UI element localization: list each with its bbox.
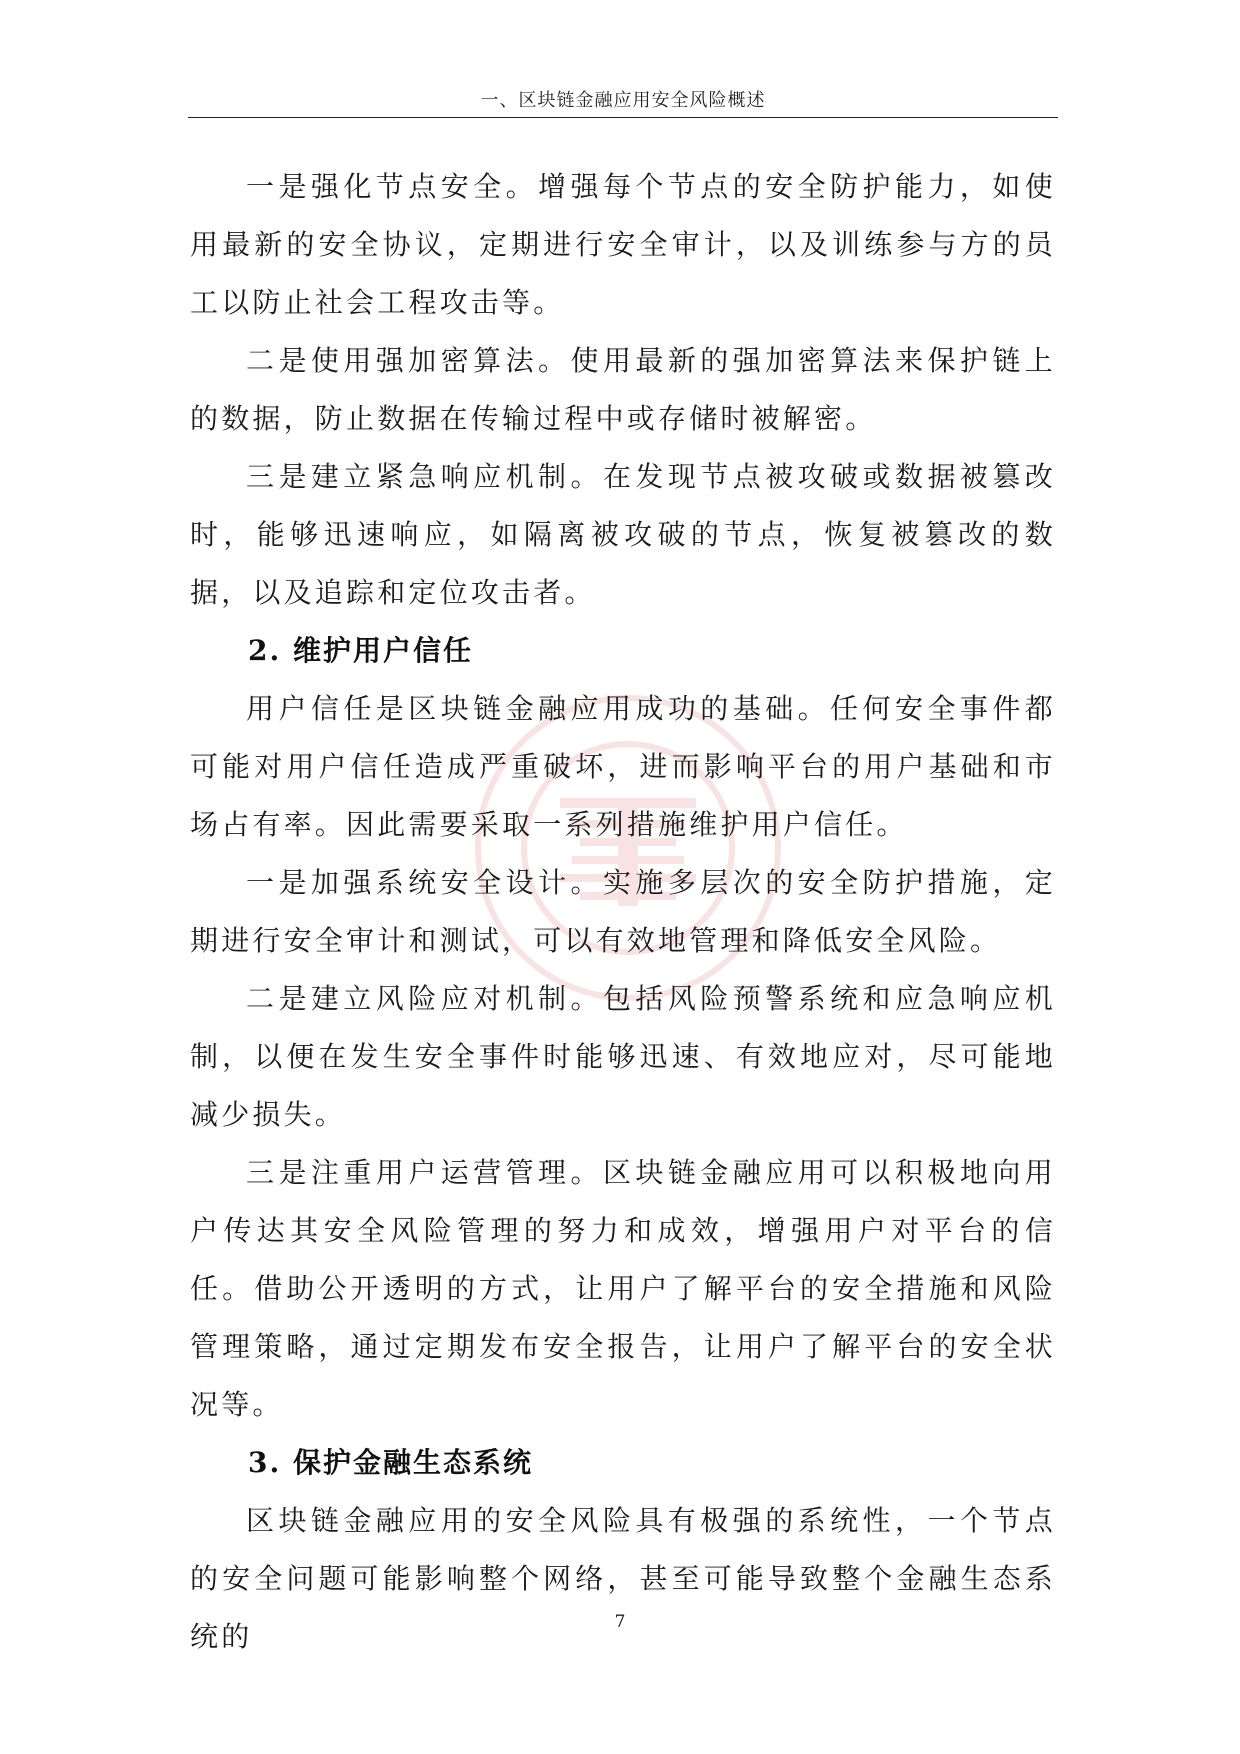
paragraph-risk-response-mechanism: 二是建立风险应对机制。包括风险预警系统和应急响应机制，以便在发生安全事件时能够迅速、有效地应对，尽可能地减少损失。 [190,982,1056,1131]
header-rule [188,117,1058,118]
paragraph-user-operations: 三是注重用户运营管理。区块链金融应用可以积极地向用户传达其安全风险管理的努力和成效，增强用户对平台的信任。借助公开透明的方式，让用户了解平台的安全措施和风险管理策略，通过定期发布安全报告，让用户了解平台的安全状况等。 [190,1156,1056,1421]
section-heading-financial-ecosystem: 3. 保护金融生态系统 [248,1446,533,1479]
paragraph-ecosystem-intro: 区块链金融应用的安全风险具有极强的系统性，一个节点的安全问题可能影响整个网络，甚至可能导致整个金融生态系统的 [190,1504,1056,1653]
running-header: 一、区块链金融应用安全风险概述 [480,90,766,111]
page-number: 7 [614,1612,626,1632]
paragraph-emergency-response: 三是建立紧急响应机制。在发现节点被攻破或数据被篡改时，能够迅速响应，如隔离被攻破的节点，恢复被篡改的数据，以及追踪和定位攻击者。 [190,460,1056,609]
section-heading-user-trust: 2. 维护用户信任 [248,634,473,667]
document-body [190,158,1056,1666]
paragraph-strengthen-node-security: 一是强化节点安全。增强每个节点的安全防护能力，如使用最新的安全协议，定期进行安全审计，以及训练参与方的员工以防止社会工程攻击等。 [190,170,1056,319]
paragraph-system-security-design: 一是加强系统安全设计。实施多层次的安全防护措施，定期进行安全审计和测试，可以有效地管理和降低安全风险。 [190,866,1056,957]
paragraph-user-trust-intro: 用户信任是区块链金融应用成功的基础。任何安全事件都可能对用户信任造成严重破坏，进而影响平台的用户基础和市场占有率。因此需要采取一系列措施维护用户信任。 [190,692,1056,841]
paragraph-strong-encryption: 二是使用强加密算法。使用最新的强加密算法来保护链上的数据，防止数据在传输过程中或存储时被解密。 [190,344,1056,435]
